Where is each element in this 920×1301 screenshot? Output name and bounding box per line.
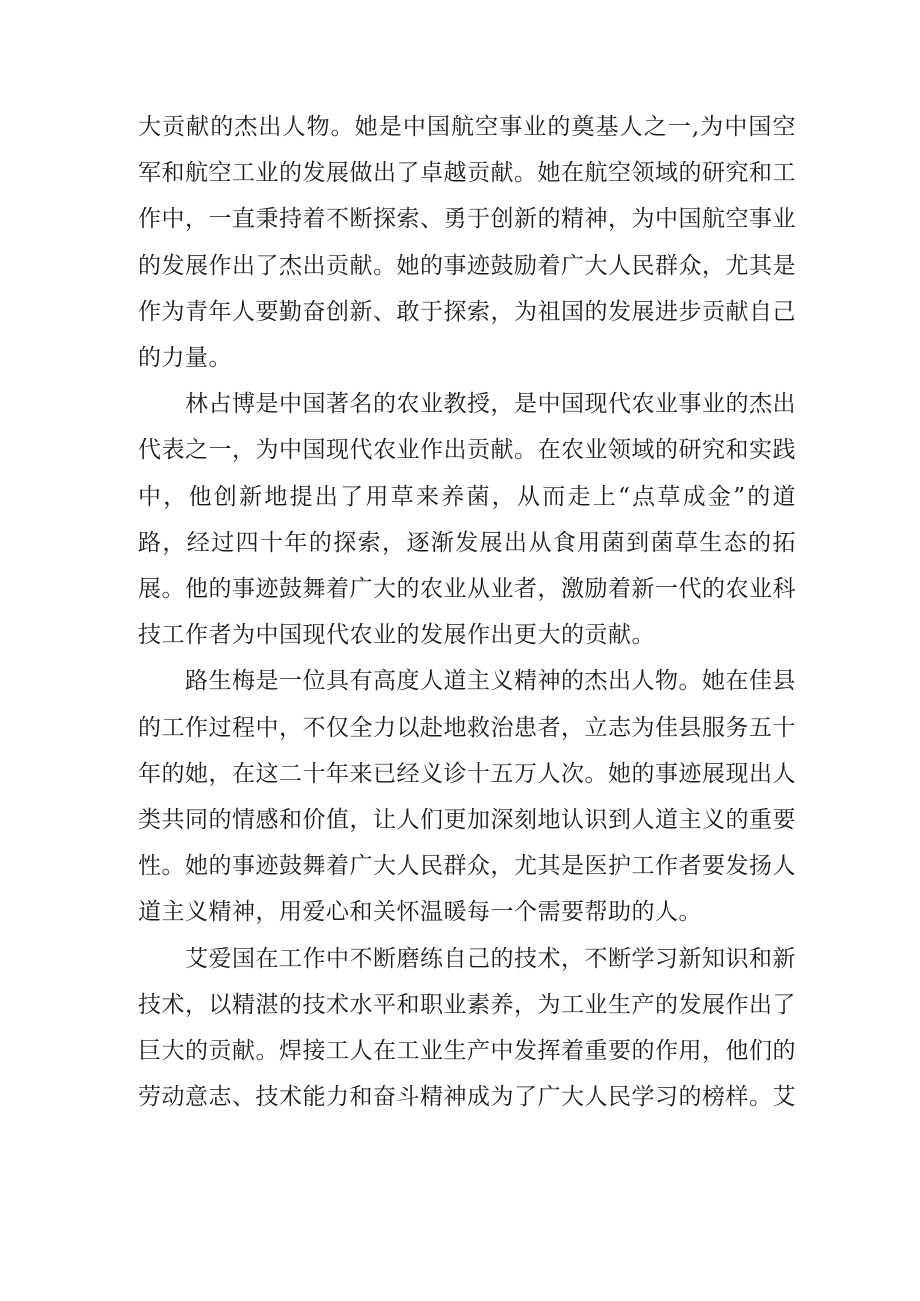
paragraph-continuation: 大贡献的杰出人物。她是中国航空事业的奠基人之一,为中国空军和航空工业的发展做出了卓越贡献。她在航空领域的研究和工作中，一直秉持着不断探索、勇于创新的精神，为中国航空事业的发展作出了杰出贡献。她的事迹鼓励着广大人民群众，尤其是作为青年人要勤奋创新、敢于探索，为祖国的发展进步贡献自己的力量。 (138, 114, 796, 372)
paragraph-ai-aiguo: 艾爱国在工作中不断磨练自己的技术，不断学习新知识和新技术，以精湛的技术水平和职业素养，为工业生产的发展作出了巨大的贡献。焊接工人在工业生产中发挥着重要的作用，他们的劳动意志、技术能力和奋斗精神成为了广大人民学习的榜样。艾 (138, 945, 796, 1111)
document-body (138, 104, 796, 1120)
paragraph-lin-zhanbo: 林占博是中国著名的农业教授，是中国现代农业事业的杰出代表之一，为中国现代农业作出贡献。在农业领域的研究和实践中，他创新地提出了用草来养菌，从而走上“点草成金”的道路，经过四十年的探索，逐渐发展出从食用菌到菌草生态的拓展。他的事迹鼓舞着广大的农业从业者，激励着新一代的农业科技工作者为中国现代农业的发展作出更大的贡献。 (138, 391, 796, 649)
paragraph-lu-shengmei: 路生梅是一位具有高度人道主义精神的杰出人物。她在佳县的工作过程中，不仅全力以赴地救治患者，立志为佳县服务五十年的她，在这二十年来已经义诊十五万人次。她的事迹展现出人类共同的情感和价值，让人们更加深刻地认识到人道主义的重要性。她的事迹鼓舞着广大人民群众，尤其是医护工作者要发扬人道主义精神，用爱心和关怀温暖每一个需要帮助的人。 (138, 668, 796, 926)
